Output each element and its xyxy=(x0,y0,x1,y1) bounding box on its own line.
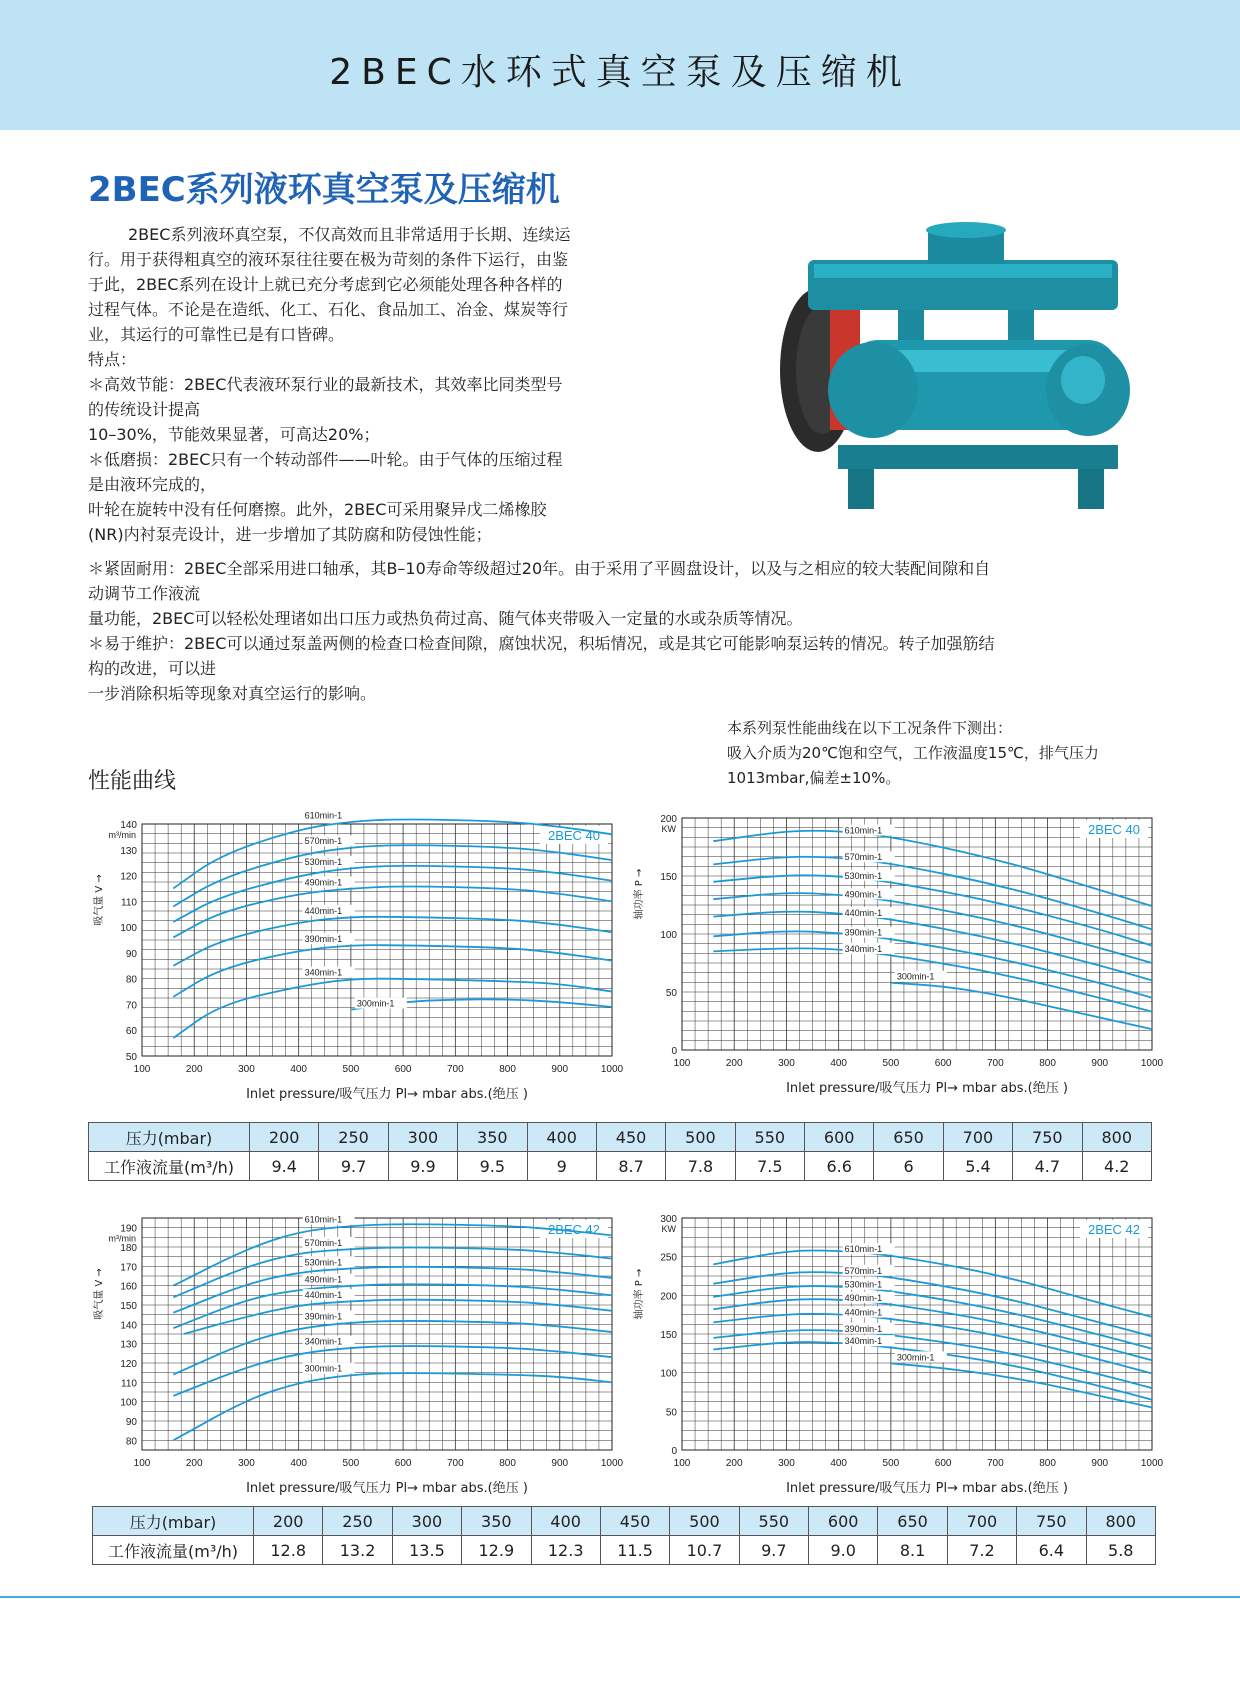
feature-line: 一步消除积垢等现象对真空运行的影响。 xyxy=(88,684,377,703)
table-cell: 550 xyxy=(735,1123,804,1152)
series-label: 300min-1 xyxy=(304,1363,343,1374)
test-conditions xyxy=(727,716,1099,791)
y-tick-label: 50 xyxy=(665,988,677,999)
series-line xyxy=(713,1299,1152,1363)
series-line xyxy=(713,831,1152,906)
series-label: 440min-1 xyxy=(844,907,883,918)
x-axis-label: Inlet pressure/吸气压力 Pl→ mbar abs.(绝压 ) xyxy=(786,1481,1068,1496)
main-title: 2BEC系列液环真空泵及压缩机 xyxy=(88,170,560,210)
x-tick-label: 200 xyxy=(185,1458,203,1469)
y-unit-label: m³/min xyxy=(108,1233,136,1244)
y-tick-label: 50 xyxy=(125,1052,137,1063)
series-label: 390min-1 xyxy=(304,1311,343,1322)
feature-line: ＊高效节能：2BEC代表液环泵行业的最新技术，其效率比同类型号 xyxy=(88,375,563,394)
y-tick-label: 80 xyxy=(125,1436,137,1448)
table-cell: 400 xyxy=(527,1123,596,1152)
table-cell: 650 xyxy=(874,1123,943,1152)
y-tick-label: 0 xyxy=(671,1046,677,1057)
table-row xyxy=(93,1536,1156,1565)
table-cell: 6 xyxy=(874,1152,943,1181)
series-label: 300min-1 xyxy=(356,998,395,1009)
y-tick-label: 250 xyxy=(660,1252,677,1264)
x-tick-label: 900 xyxy=(1091,1058,1109,1069)
table-cell: 300 xyxy=(388,1123,457,1152)
table-cell: 300 xyxy=(392,1507,461,1536)
series-line xyxy=(173,845,612,906)
page-header xyxy=(0,0,1240,130)
series-line xyxy=(713,1272,1152,1336)
feature-line: 量功能，2BEC可以轻松处理诸如出口压力或热负荷过高、随气体夹带吸入一定量的水或杂质等情况。 xyxy=(88,609,803,628)
table-cell: 500 xyxy=(670,1507,739,1536)
series-label: 530min-1 xyxy=(304,1257,343,1268)
chart-title: 2BEC 42 xyxy=(547,1222,601,1237)
y-tick-label: 160 xyxy=(120,1281,137,1293)
table-cell: 250 xyxy=(323,1507,392,1536)
x-tick-label: 200 xyxy=(725,1458,743,1469)
series-line xyxy=(173,1267,612,1313)
table-cell: 12.9 xyxy=(462,1536,531,1565)
test-condition-line: 本系列泵性能曲线在以下工况条件下测出： xyxy=(727,719,1013,737)
table-cell: 600 xyxy=(805,1123,874,1152)
y-unit-label: m³/min xyxy=(108,830,136,840)
page-header-title: 2BEC水环式真空泵及压缩机 xyxy=(329,52,911,93)
y-unit-label: KW xyxy=(661,1224,676,1234)
table-cell: 9.5 xyxy=(458,1152,527,1181)
series-label: 570min-1 xyxy=(304,1237,343,1248)
table-cell: 工作液流量(m³/h) xyxy=(93,1536,254,1565)
series-line xyxy=(173,887,612,938)
table-row xyxy=(89,1123,1152,1152)
intro-line: 过程气体。不论是在造纸、化工、石化、食品加工、冶金、煤炭等行 xyxy=(88,300,569,319)
pump-illustration xyxy=(778,220,1138,520)
chart-svg xyxy=(628,800,1168,1100)
x-tick-label: 500 xyxy=(882,1458,900,1469)
series-line xyxy=(713,931,1152,997)
series-label: 490min-1 xyxy=(304,1274,343,1285)
y-tick-label: 60 xyxy=(125,1026,137,1038)
table-cell: 13.2 xyxy=(323,1536,392,1565)
feature-line: 的传统设计提高 xyxy=(88,400,201,419)
x-axis-label: Inlet pressure/吸气压力 Pl→ mbar abs.(绝压 ) xyxy=(246,1087,528,1102)
series-line xyxy=(173,917,612,966)
x-tick-label: 700 xyxy=(446,1458,464,1469)
table-cell: 550 xyxy=(739,1507,808,1536)
x-tick-label: 1000 xyxy=(600,1064,624,1075)
feature-line: 是由液环完成的， xyxy=(88,475,217,494)
table-cell: 4.7 xyxy=(1013,1152,1082,1181)
y-tick-label: 140 xyxy=(120,820,137,831)
feature-line: ＊易于维护：2BEC可以通过泵盖两侧的检查口检查间隙，腐蚀状况，积垢情况，或是其它可能影响泵运转的情况。转子加强筋结 xyxy=(88,634,995,653)
table-cell: 8.7 xyxy=(596,1152,665,1181)
table-cell: 9.4 xyxy=(250,1152,319,1181)
feature-line: 叶轮在旋转中没有任何磨擦。此外，2BEC可采用聚异戊二烯橡胶 xyxy=(88,500,547,519)
table-cell: 7.2 xyxy=(947,1536,1016,1565)
table-cell: 7.8 xyxy=(666,1152,735,1181)
series-label: 530min-1 xyxy=(304,856,343,867)
series-label: 570min-1 xyxy=(844,852,883,863)
table-cell: 5.8 xyxy=(1086,1536,1156,1565)
series-label: 490min-1 xyxy=(844,889,883,900)
table-cell: 6.6 xyxy=(805,1152,874,1181)
series-label: 610min-1 xyxy=(304,810,343,821)
flow-table-2bec40 xyxy=(88,1122,1152,1181)
table-cell: 13.5 xyxy=(392,1536,461,1565)
x-axis-label: Inlet pressure/吸气压力 Pl→ mbar abs.(绝压 ) xyxy=(246,1481,528,1496)
chart-title: 2BEC 40 xyxy=(547,828,601,843)
x-tick-label: 400 xyxy=(290,1064,308,1075)
series-label: 340min-1 xyxy=(844,1336,883,1347)
intro-line: 于此，2BEC系列在设计上就已充分考虑到它必须能处理各种各样的 xyxy=(88,275,563,294)
table-cell: 750 xyxy=(1013,1123,1082,1152)
intro-paragraph xyxy=(88,222,656,547)
y-tick-label: 110 xyxy=(121,897,137,909)
y-axis-label: 吸气量 V → xyxy=(94,1268,105,1320)
series-line xyxy=(173,1373,612,1440)
chart-svg xyxy=(88,806,628,1106)
series-label: 610min-1 xyxy=(304,1214,343,1225)
intro-line: 2BEC系列液环真空泵，不仅高效而且非常适用于长期、连续运 xyxy=(128,225,571,244)
x-tick-label: 600 xyxy=(394,1458,412,1469)
intro-line: 业，其运行的可靠性已是有口皆碑。 xyxy=(88,325,345,344)
y-tick-label: 110 xyxy=(121,1378,137,1390)
x-tick-label: 500 xyxy=(342,1458,360,1469)
table-cell: 800 xyxy=(1082,1123,1152,1152)
table-cell: 9.7 xyxy=(739,1536,808,1565)
pump-image xyxy=(778,220,1138,520)
table-cell: 350 xyxy=(458,1123,527,1152)
y-axis-label: 吸气量 V → xyxy=(94,874,105,926)
y-unit-label: KW xyxy=(661,824,676,834)
series-line xyxy=(173,1321,612,1375)
x-tick-label: 600 xyxy=(934,1458,952,1469)
x-tick-label: 100 xyxy=(673,1058,691,1069)
series-label: 440min-1 xyxy=(844,1307,883,1318)
chart-title: 2BEC 42 xyxy=(1087,1222,1141,1237)
feature-line: 动调节工作液流 xyxy=(88,584,201,603)
series-label: 570min-1 xyxy=(844,1265,883,1276)
table-cell: 800 xyxy=(1086,1507,1156,1536)
x-tick-label: 400 xyxy=(830,1458,848,1469)
y-tick-label: 130 xyxy=(120,845,137,857)
y-tick-label: 150 xyxy=(120,1301,137,1312)
series-label: 390min-1 xyxy=(844,927,883,938)
y-tick-label: 170 xyxy=(120,1262,137,1274)
y-tick-label: 200 xyxy=(660,1291,677,1303)
x-tick-label: 800 xyxy=(1039,1058,1056,1069)
table-cell: 600 xyxy=(809,1507,878,1536)
chart-2bec40-power xyxy=(628,800,1168,1100)
table-cell: 9.7 xyxy=(319,1152,388,1181)
table-cell: 9 xyxy=(527,1152,596,1181)
table-cell: 700 xyxy=(947,1507,1016,1536)
x-tick-label: 700 xyxy=(986,1058,1004,1069)
table-cell: 9.9 xyxy=(388,1152,457,1181)
x-tick-label: 300 xyxy=(778,1458,795,1469)
x-tick-label: 200 xyxy=(185,1064,203,1075)
table-cell: 200 xyxy=(250,1123,319,1152)
table-cell: 400 xyxy=(531,1507,600,1536)
y-tick-label: 150 xyxy=(660,872,677,883)
grid xyxy=(142,1218,612,1450)
series-line xyxy=(173,866,612,922)
series-label: 390min-1 xyxy=(304,934,343,945)
series-label: 530min-1 xyxy=(844,870,883,881)
table-cell: 350 xyxy=(462,1507,531,1536)
chart-title: 2BEC 40 xyxy=(1087,822,1141,837)
x-tick-label: 900 xyxy=(1091,1458,1109,1469)
features-paragraph xyxy=(88,556,1156,706)
chart-2bec42-capacity xyxy=(88,1200,628,1500)
series-line xyxy=(713,893,1152,963)
series-label: 610min-1 xyxy=(844,825,883,836)
y-tick-label: 100 xyxy=(660,1368,677,1380)
x-tick-label: 100 xyxy=(133,1458,151,1469)
y-tick-label: 190 xyxy=(120,1223,137,1235)
table-cell: 7.5 xyxy=(735,1152,804,1181)
y-tick-label: 70 xyxy=(125,1000,137,1012)
table-cell: 9.0 xyxy=(809,1536,878,1565)
table-cell: 压力(mbar) xyxy=(89,1123,250,1152)
table-cell: 11.5 xyxy=(600,1536,669,1565)
chart-2bec42-power xyxy=(628,1200,1168,1500)
x-tick-label: 400 xyxy=(290,1458,308,1469)
x-tick-label: 300 xyxy=(238,1064,255,1075)
table-cell: 12.8 xyxy=(254,1536,323,1565)
table-cell: 10.7 xyxy=(670,1536,739,1565)
series-label: 340min-1 xyxy=(304,967,343,978)
y-tick-label: 140 xyxy=(120,1320,137,1332)
series-label: 530min-1 xyxy=(844,1279,883,1290)
table-cell: 250 xyxy=(319,1123,388,1152)
y-tick-label: 100 xyxy=(120,1397,137,1409)
x-tick-label: 900 xyxy=(551,1458,569,1469)
table-cell: 450 xyxy=(596,1123,665,1152)
x-tick-label: 700 xyxy=(446,1064,464,1075)
y-tick-label: 300 xyxy=(660,1214,677,1225)
series-label: 610min-1 xyxy=(844,1244,883,1255)
series-label: 570min-1 xyxy=(304,836,343,847)
features-heading: 特点： xyxy=(88,350,137,369)
y-tick-label: 180 xyxy=(120,1243,137,1254)
y-tick-label: 90 xyxy=(125,1417,137,1428)
x-tick-label: 300 xyxy=(778,1058,795,1069)
x-tick-label: 800 xyxy=(499,1064,516,1075)
x-tick-label: 800 xyxy=(1039,1458,1056,1469)
table-cell: 700 xyxy=(943,1123,1012,1152)
table-cell: 压力(mbar) xyxy=(93,1507,254,1536)
table-cell: 450 xyxy=(600,1507,669,1536)
table-cell: 750 xyxy=(1017,1507,1086,1536)
feature-line: 10–30%，节能效果显著，可高达20%； xyxy=(88,425,380,444)
feature-line: ＊低磨损：2BEC只有一个转动部件——叶轮。由于气体的压缩过程 xyxy=(88,450,563,469)
series-label: 300min-1 xyxy=(896,1352,935,1363)
table-cell: 12.3 xyxy=(531,1536,600,1565)
series-label: 440min-1 xyxy=(304,905,343,916)
y-axis-label: 轴功率 P → xyxy=(634,868,645,920)
x-tick-label: 500 xyxy=(882,1058,900,1069)
y-tick-label: 90 xyxy=(125,948,137,960)
x-tick-label: 400 xyxy=(830,1058,848,1069)
chart-2bec40-capacity xyxy=(88,806,628,1106)
x-tick-label: 1000 xyxy=(1140,1458,1164,1469)
x-tick-label: 1000 xyxy=(600,1458,624,1469)
y-tick-label: 120 xyxy=(120,1359,137,1370)
x-tick-label: 100 xyxy=(673,1458,691,1469)
y-tick-label: 150 xyxy=(660,1330,677,1341)
y-tick-label: 0 xyxy=(671,1446,677,1457)
x-tick-label: 500 xyxy=(342,1064,360,1075)
series-line xyxy=(173,1247,612,1297)
table-cell: 500 xyxy=(666,1123,735,1152)
series-line xyxy=(173,945,612,997)
table-cell: 650 xyxy=(878,1507,947,1536)
x-tick-label: 100 xyxy=(133,1064,151,1075)
feature-line: ＊紧固耐用：2BEC全部采用进口轴承，其B–10寿命等级超过20年。由于采用了平圆盘设计，以及与之相应的较大装配间隙和自 xyxy=(88,559,991,578)
table-cell: 200 xyxy=(254,1507,323,1536)
series-label: 490min-1 xyxy=(304,877,343,888)
intro-line: 行。用于获得粗真空的液环泵往往要在极为苛刻的条件下运行，由鉴 xyxy=(88,250,569,269)
y-tick-label: 100 xyxy=(660,930,677,941)
table-row xyxy=(93,1507,1156,1536)
test-condition-line: 1013mbar,偏差±10%。 xyxy=(727,769,901,787)
feature-line: 构的改进，可以进 xyxy=(88,659,217,678)
x-tick-label: 600 xyxy=(394,1064,412,1075)
x-tick-label: 900 xyxy=(551,1064,569,1075)
x-tick-label: 200 xyxy=(725,1058,743,1069)
footer-divider xyxy=(0,1596,1240,1598)
x-tick-label: 1000 xyxy=(1140,1058,1164,1069)
flow-table-2bec42 xyxy=(92,1506,1156,1565)
y-tick-label: 120 xyxy=(120,871,137,883)
series-label: 390min-1 xyxy=(844,1323,883,1334)
feature-line: (NR)内衬泵壳设计，进一步增加了其防腐和防侵蚀性能； xyxy=(88,525,492,544)
series-label: 340min-1 xyxy=(844,943,883,954)
table-cell: 8.1 xyxy=(878,1536,947,1565)
y-tick-label: 130 xyxy=(120,1339,137,1351)
chart-svg xyxy=(628,1200,1168,1500)
table-cell: 4.2 xyxy=(1082,1152,1152,1181)
test-condition-line: 吸入介质为20℃饱和空气，工作液温度15℃，排气压力 xyxy=(727,744,1099,762)
y-axis-label: 轴功率 P → xyxy=(634,1268,645,1320)
x-tick-label: 700 xyxy=(986,1458,1004,1469)
x-tick-label: 600 xyxy=(934,1058,952,1069)
x-axis-label: Inlet pressure/吸气压力 Pl→ mbar abs.(绝压 ) xyxy=(786,1081,1068,1096)
y-tick-label: 200 xyxy=(660,814,677,825)
series-label: 490min-1 xyxy=(844,1292,883,1303)
table-cell: 6.4 xyxy=(1017,1536,1086,1565)
chart-svg xyxy=(88,1200,628,1500)
table-cell: 5.4 xyxy=(943,1152,1012,1181)
series-label: 300min-1 xyxy=(896,971,935,982)
x-tick-label: 300 xyxy=(238,1458,255,1469)
table-row xyxy=(89,1152,1152,1181)
y-tick-label: 100 xyxy=(120,923,137,935)
grid xyxy=(142,824,612,1056)
table-cell: 工作液流量(m³/h) xyxy=(89,1152,250,1181)
y-tick-label: 80 xyxy=(125,974,137,986)
performance-curves-title: 性能曲线 xyxy=(88,769,177,794)
series-label: 440min-1 xyxy=(304,1290,343,1301)
x-tick-label: 800 xyxy=(499,1458,516,1469)
series-label: 340min-1 xyxy=(304,1336,343,1347)
y-tick-label: 50 xyxy=(665,1407,677,1419)
